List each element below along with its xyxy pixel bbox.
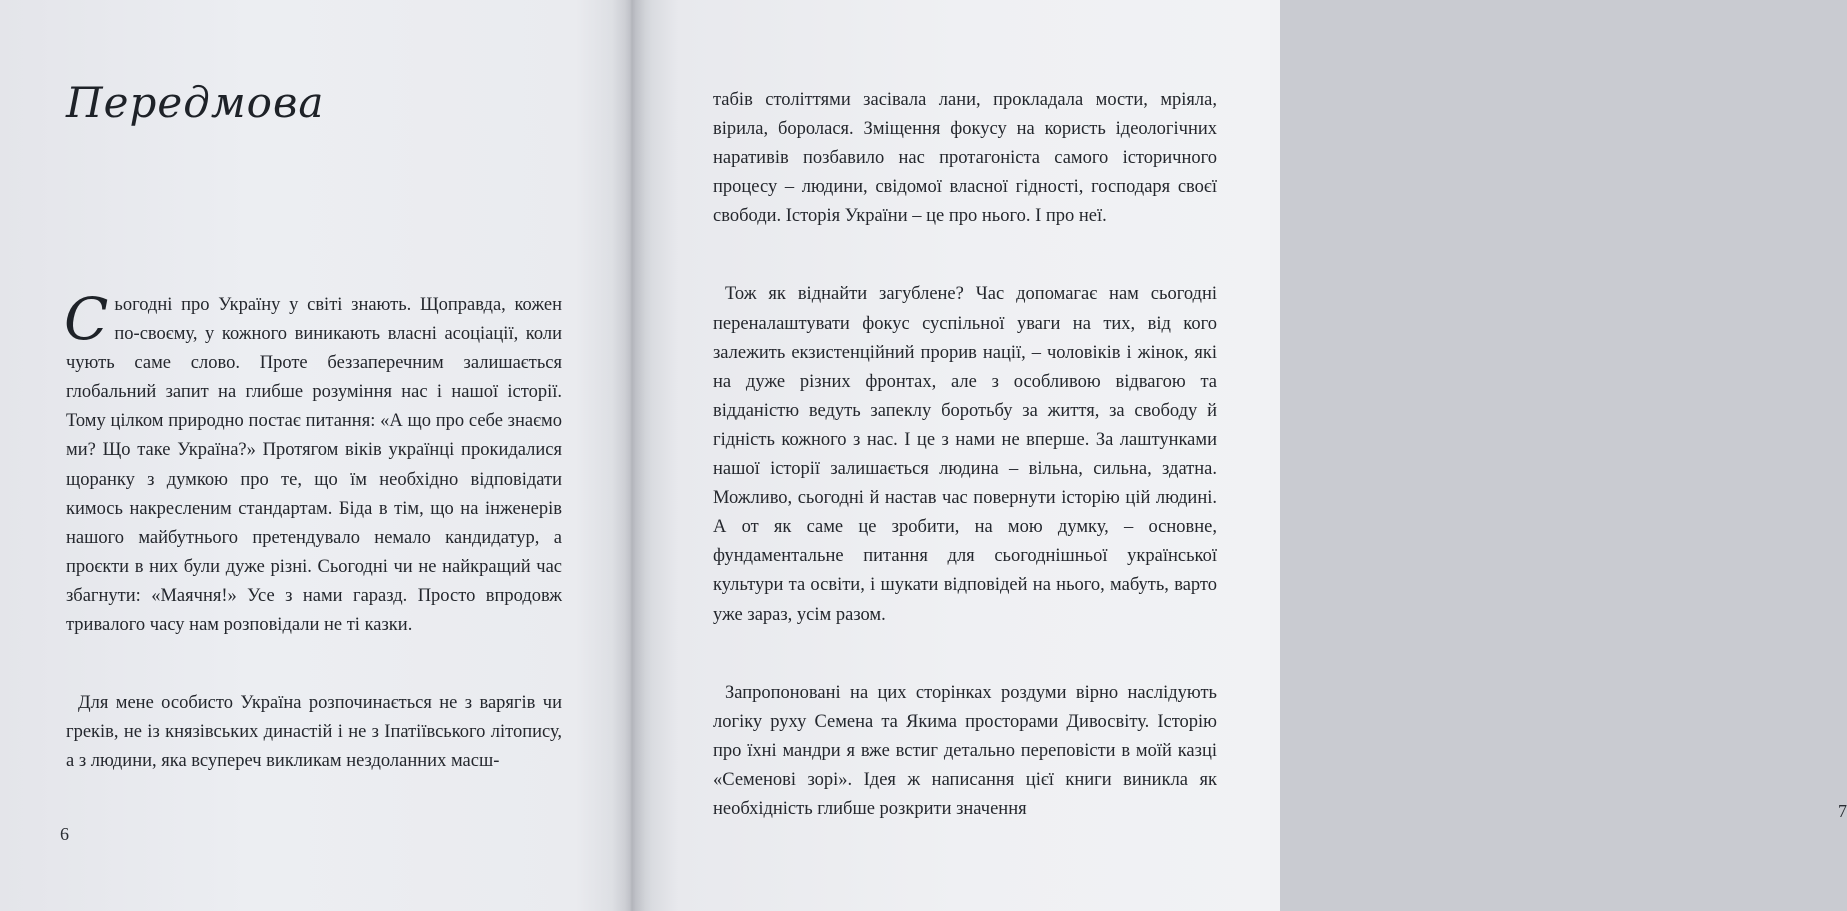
paragraph-gap xyxy=(713,630,1217,679)
left-paragraph-1 xyxy=(64,285,562,640)
right-page-text xyxy=(713,86,1217,824)
left-paragraph-2: Для мене особисто Україна розпочинається не з варягів чи греків, не із князівських династій і не з Іпатіївського літопису, а з людини, яка всупереч викликам нездоланних масш- xyxy=(66,693,562,772)
page-number-left: 6 xyxy=(60,824,69,844)
right-paragraph-3: Запропоновані на цих сторінках роздуми вірно наслідують логіку руху Семена та Якима просторами Дивосвіту. Історію про їхні мандри я вже встиг детально переповісти в моїй казці «Семенові зорі». Ідея ж написання цієї книги виникла як необхідність глибше розкрити значення xyxy=(713,682,1217,819)
page-number-right: 7 xyxy=(1838,801,1847,821)
right-paragraph-2: Тож як віднайти загублене? Час допомагає нам сьогодні переналаштувати фокус суспільної уваги на тих, від кого залежить екзистенційний прорив нації, – чоловіків і жінок, які на дуже різних фронтах, але з особливою відвагою та відданістю ведуть запеклу боротьбу за життя, за свободу й гідність кожного з нас. І це з нами не вперше. За лаштунками нашої історії залишається людина – вільна, сильна, здатна. Можливо, сьогодні й настав час повернути історію цій людині. А от як саме це зробити, на мою думку, – основне, фундаментальне питання для сьогоднішньої української культури та освіти, і шукати відповідей на нього, мабуть, варто уже зараз, усім разом. xyxy=(713,284,1217,625)
left-page-text xyxy=(64,285,562,776)
left-paragraph-1-text: ьогодні про Україну у світі знають. Щоправда, кожен по-своєму, у кожного виникають власні асоціації, коли чують саме слово. Проте беззаперечним залишається глобальний запит на глибше розуміння нас і нашої історії. Тому цілком природно постає питання: «А що про себе знаємо ми? Що таке Україна?» Протягом віків українці прокидалися щоранку з думкою про те, що їм необхідно відповідати кимось накресленим стандартам. Біда в тім, що на інженерів нашого майбутнього претендувало немало кандидатур, а проєкти в них були дуже різні. Сьогодні чи не найкращий час збагнути: «Маячня!» Усе з нами гаразд. Просто впродовж тривалого часу нам розповідали не ті казки. xyxy=(66,295,562,636)
paragraph-gap xyxy=(66,640,562,689)
chapter-heading: Передмова xyxy=(66,78,325,127)
paragraph-gap xyxy=(713,231,1217,280)
right-paragraph-1: табів століттями засівала лани, прокладала мости, мріяла, вірила, боролася. Зміщення фокусу на користь ідеологічних наративів позбавило нас протагоніста самого історичного процесу – людини, свідомої власної гідності, господаря своєї свободи. Історія України – це про нього. І про неї. xyxy=(713,90,1217,227)
drop-cap: С xyxy=(64,285,109,353)
left-page xyxy=(0,0,632,911)
